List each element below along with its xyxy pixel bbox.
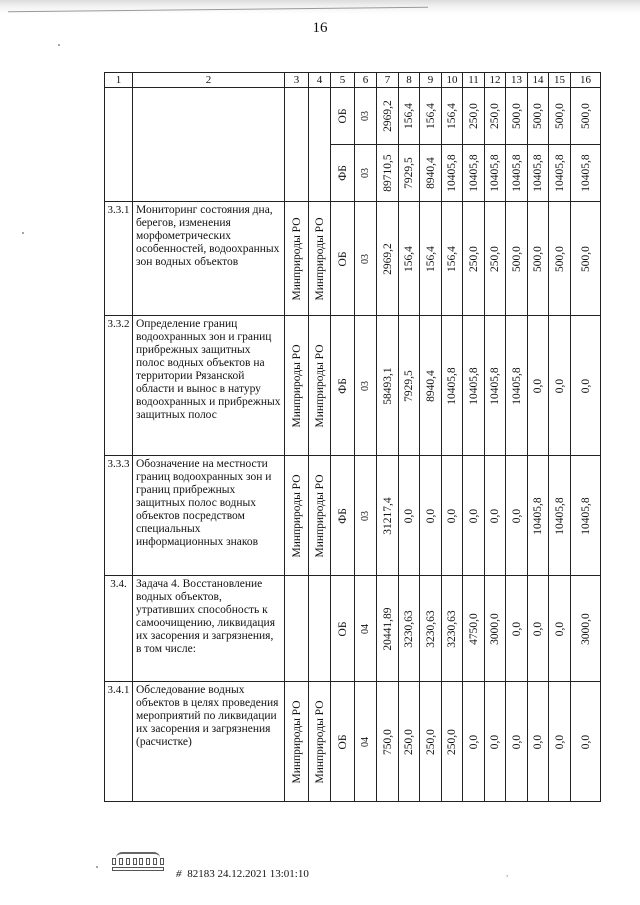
amount-value-cell	[420, 576, 442, 682]
amount-value-cell	[549, 88, 571, 145]
amount-value-cell	[549, 202, 571, 316]
header-row	[105, 73, 601, 88]
amount-value: 10405,8	[489, 366, 501, 405]
amount-value: 10405,8	[510, 154, 523, 192]
amount-value: 250,0	[446, 728, 458, 755]
table-row	[105, 576, 601, 682]
amount-value-cell	[463, 682, 485, 802]
amount-value: 10405,8	[579, 154, 592, 192]
amount-value: 10405,8	[532, 496, 544, 535]
amount-value-cell	[528, 576, 549, 682]
amount-value-cell	[528, 456, 549, 576]
organization-executor-cell	[285, 456, 309, 576]
funding-source: ФБ	[336, 377, 349, 394]
amount-value: 0,0	[510, 734, 523, 749]
scan-speck	[96, 866, 98, 868]
amount-value: 0,0	[489, 734, 501, 749]
footer-registration	[176, 868, 309, 880]
amount-value-cell	[528, 202, 549, 316]
amount-value-cell	[377, 202, 399, 316]
column-number: 1	[105, 73, 133, 88]
amount-value: 10405,8	[446, 154, 458, 192]
amount-value-cell	[549, 576, 571, 682]
table-row	[105, 88, 601, 145]
amount-value-cell	[463, 145, 485, 202]
budget-code: 03	[359, 111, 371, 121]
amount-value-cell	[399, 88, 420, 145]
amount-value: 500,0	[553, 103, 566, 129]
amount-value-cell	[399, 202, 420, 316]
amount-value: 7929,5	[403, 157, 415, 189]
footer-timestamp: 24.12.2021 13:01:10	[217, 868, 309, 880]
registry-stamp-logo	[112, 852, 164, 872]
scan-speck	[22, 232, 24, 234]
column-number: 4	[309, 73, 331, 88]
funding-source: ОБ	[336, 621, 349, 636]
amount-value: 58493,1	[381, 366, 394, 405]
amount-value-cell	[549, 682, 571, 802]
amount-value-cell	[442, 88, 463, 145]
table-row	[105, 316, 601, 456]
organization-executor-cell	[285, 576, 309, 682]
column-number: 12	[485, 73, 506, 88]
organization-coexecutor-cell	[309, 88, 331, 202]
budget-code: 04	[359, 736, 371, 747]
amount-value-cell	[571, 576, 601, 682]
funding-source: ОБ	[336, 734, 349, 749]
organization-executor-cell	[285, 88, 309, 202]
funding-source-cell	[331, 456, 355, 576]
organization-coexecutor-cell	[309, 202, 331, 316]
amount-value: 156,4	[403, 245, 415, 272]
column-number: 5	[331, 73, 355, 88]
table-row	[105, 456, 601, 576]
column-number: 10	[442, 73, 463, 88]
amount-value-cell	[442, 576, 463, 682]
funding-source-cell	[331, 145, 355, 202]
amount-value: 250,0	[424, 728, 437, 755]
amount-value-cell	[485, 576, 506, 682]
amount-value: 750,0	[381, 728, 394, 755]
amount-value-cell	[377, 456, 399, 576]
amount-value-cell	[463, 202, 485, 316]
funding-source: ОБ	[336, 251, 349, 266]
amount-value: 0,0	[532, 734, 544, 749]
amount-value: 0,0	[532, 621, 544, 636]
amount-value: 2969,2	[381, 242, 394, 275]
budget-code: 03	[359, 510, 371, 521]
page-number: 16	[312, 20, 328, 36]
column-number: 6	[355, 73, 377, 88]
footer-mark: #	[176, 868, 182, 880]
funding-source-cell	[331, 202, 355, 316]
amount-value: 500,0	[510, 103, 523, 129]
amount-value: 3230,63	[446, 609, 458, 648]
amount-value: 500,0	[532, 103, 544, 129]
amount-value-cell	[377, 316, 399, 456]
amount-value-cell	[442, 145, 463, 202]
budget-code-cell	[355, 316, 377, 456]
amount-value: 0,0	[467, 508, 480, 523]
amount-value: 3000,0	[489, 612, 501, 645]
amount-value: 20441,89	[381, 606, 394, 651]
row-number	[105, 88, 133, 202]
amount-value: 8940,4	[424, 157, 437, 189]
organization-coexecutor-cell	[309, 682, 331, 802]
amount-value: 3000,0	[579, 612, 592, 645]
amount-value-cell	[485, 88, 506, 145]
amount-value-cell	[420, 316, 442, 456]
amount-value: 0,0	[489, 508, 501, 523]
amount-value: 500,0	[579, 245, 592, 272]
amount-value-cell	[377, 88, 399, 145]
amount-value: 0,0	[532, 378, 544, 393]
amount-value-cell	[442, 682, 463, 802]
funding-source-cell	[331, 576, 355, 682]
amount-value-cell	[506, 202, 528, 316]
amount-value: 10405,8	[579, 496, 592, 535]
amount-value-cell	[463, 576, 485, 682]
row-number: 3.3.3	[105, 456, 133, 576]
budget-code: 03	[359, 253, 371, 264]
amount-value-cell	[549, 316, 571, 456]
amount-value: 0,0	[403, 508, 415, 523]
amount-value-cell	[420, 88, 442, 145]
budget-code-cell	[355, 145, 377, 202]
amount-value-cell	[442, 202, 463, 316]
row-description: Обозначение на местности границ водоохранных зон и границ прибрежных защитных полос водных объектов посредством специальных информационных знаков	[133, 456, 285, 576]
table-body	[105, 73, 601, 802]
amount-value: 250,0	[467, 103, 480, 129]
scan-tick-mark: ,	[506, 868, 509, 878]
amount-value-cell	[571, 202, 601, 316]
amount-value: 0,0	[510, 621, 523, 636]
amount-value: 10405,8	[446, 366, 458, 405]
row-number: 3.4.	[105, 576, 133, 682]
row-number: 3.4.1	[105, 682, 133, 802]
amount-value: 250,0	[489, 245, 501, 272]
amount-value: 0,0	[553, 734, 566, 749]
amount-value-cell	[377, 682, 399, 802]
amount-value-cell	[463, 88, 485, 145]
amount-value: 31217,4	[381, 496, 394, 535]
row-number: 3.3.1	[105, 202, 133, 316]
budget-table	[104, 72, 601, 802]
funding-source: ОБ	[336, 108, 349, 124]
organization-coexecutor: Минприроды РО	[313, 473, 326, 558]
amount-value: 156,4	[424, 245, 437, 272]
row-number: 3.3.2	[105, 316, 133, 456]
scan-speck	[58, 44, 60, 46]
amount-value: 10405,8	[467, 366, 480, 405]
organization-executor-cell	[285, 682, 309, 802]
amount-value: 250,0	[403, 728, 415, 755]
amount-value: 10405,8	[510, 366, 523, 405]
amount-value: 10405,8	[553, 154, 566, 192]
amount-value: 10405,8	[553, 496, 566, 535]
column-number: 11	[463, 73, 485, 88]
amount-value-cell	[399, 145, 420, 202]
organization-coexecutor: Минприроды РО	[313, 343, 326, 428]
column-number: 7	[377, 73, 399, 88]
column-number: 15	[549, 73, 571, 88]
amount-value-cell	[528, 316, 549, 456]
organization-coexecutor: Минприроды РО	[313, 216, 326, 301]
amount-value-cell	[485, 682, 506, 802]
amount-value-cell	[420, 202, 442, 316]
funding-source: ФБ	[336, 165, 349, 181]
amount-value: 3230,63	[424, 609, 437, 648]
footer-doc-number: 82183	[187, 868, 215, 880]
amount-value-cell	[399, 456, 420, 576]
column-number: 14	[528, 73, 549, 88]
amount-value: 0,0	[579, 734, 592, 749]
budget-code-cell	[355, 682, 377, 802]
amount-value: 10405,8	[532, 154, 544, 192]
row-description: Определение границ водоохранных зон и границ прибрежных защитных полос водных объектов на территории Рязанской области и вынос в натуру водоохранных и прибрежных защитных полос	[133, 316, 285, 456]
budget-code: 03	[359, 168, 371, 178]
amount-value-cell	[528, 145, 549, 202]
amount-value-cell	[571, 316, 601, 456]
amount-value-cell	[377, 576, 399, 682]
amount-value-cell	[549, 456, 571, 576]
amount-value-cell	[442, 456, 463, 576]
table-row	[105, 682, 601, 802]
organization-executor: Минприроды РО	[290, 699, 303, 784]
amount-value-cell	[463, 316, 485, 456]
amount-value-cell	[463, 456, 485, 576]
amount-value: 0,0	[424, 508, 437, 523]
amount-value: 250,0	[489, 103, 501, 129]
amount-value-cell	[506, 456, 528, 576]
column-number: 3	[285, 73, 309, 88]
amount-value-cell	[485, 202, 506, 316]
budget-code: 03	[359, 380, 371, 391]
column-number: 2	[133, 73, 285, 88]
amount-value: 10405,8	[489, 154, 501, 192]
amount-value-cell	[377, 145, 399, 202]
amount-value: 7929,5	[403, 369, 415, 402]
funding-source: ФБ	[336, 507, 349, 524]
amount-value: 156,4	[403, 103, 415, 129]
amount-value-cell	[506, 682, 528, 802]
organization-coexecutor-cell	[309, 316, 331, 456]
funding-source-cell	[331, 682, 355, 802]
amount-value: 10405,8	[467, 154, 480, 192]
amount-value: 0,0	[553, 621, 566, 636]
amount-value: 0,0	[510, 508, 523, 523]
amount-value: 500,0	[553, 245, 566, 272]
amount-value-cell	[571, 88, 601, 145]
budget-code: 04	[359, 623, 371, 634]
row-description: Задача 4. Восстановление водных объектов, утративших способность к самоочищению, ликвидация их засорения и загрязнения, в том числе:	[133, 576, 285, 682]
amount-value-cell	[571, 145, 601, 202]
amount-value-cell	[506, 145, 528, 202]
amount-value: 3230,63	[403, 609, 415, 648]
amount-value-cell	[485, 145, 506, 202]
amount-value-cell	[399, 682, 420, 802]
amount-value-cell	[528, 682, 549, 802]
organization-executor: Минприроды РО	[290, 343, 303, 428]
amount-value: 4750,0	[467, 612, 480, 645]
amount-value-cell	[399, 316, 420, 456]
row-description: Обследование водных объектов в целях проведения мероприятий по ликвидации их засорения и загрязнения (расчистке)	[133, 682, 285, 802]
organization-executor: Минприроды РО	[290, 216, 303, 301]
amount-value-cell	[420, 456, 442, 576]
organization-coexecutor: Минприроды РО	[313, 699, 326, 784]
row-description	[133, 88, 285, 202]
organization-executor-cell	[285, 316, 309, 456]
row-description: Мониторинг состояния дна, берегов, изменения морфометрических особенностей, водоохранных зон водных объектов	[133, 202, 285, 316]
budget-code-cell	[355, 576, 377, 682]
amount-value: 0,0	[579, 378, 592, 393]
column-number: 9	[420, 73, 442, 88]
amount-value-cell	[442, 316, 463, 456]
amount-value: 89710,5	[381, 154, 394, 192]
column-number: 8	[399, 73, 420, 88]
amount-value: 156,4	[446, 103, 458, 129]
amount-value-cell	[571, 682, 601, 802]
column-number: 16	[571, 73, 601, 88]
amount-value: 250,0	[467, 245, 480, 272]
amount-value: 156,4	[446, 245, 458, 272]
table-row	[105, 202, 601, 316]
amount-value-cell	[420, 145, 442, 202]
amount-value: 500,0	[579, 103, 592, 129]
amount-value-cell	[549, 145, 571, 202]
organization-executor: Минприроды РО	[290, 473, 303, 558]
amount-value-cell	[485, 316, 506, 456]
amount-value-cell	[528, 88, 549, 145]
amount-value-cell	[485, 456, 506, 576]
organization-executor-cell	[285, 202, 309, 316]
budget-code-cell	[355, 202, 377, 316]
organization-coexecutor-cell	[309, 456, 331, 576]
amount-value-cell	[506, 316, 528, 456]
budget-code-cell	[355, 456, 377, 576]
amount-value: 500,0	[510, 245, 523, 272]
amount-value: 8940,4	[424, 369, 437, 402]
budget-code-cell	[355, 88, 377, 145]
amount-value-cell	[399, 576, 420, 682]
amount-value-cell	[506, 88, 528, 145]
funding-source-cell	[331, 88, 355, 145]
column-number: 13	[506, 73, 528, 88]
amount-value-cell	[506, 576, 528, 682]
amount-value-cell	[571, 456, 601, 576]
amount-value: 156,4	[424, 103, 437, 129]
amount-value: 0,0	[553, 378, 566, 393]
amount-value: 0,0	[467, 734, 480, 749]
funding-source-cell	[331, 316, 355, 456]
organization-coexecutor-cell	[309, 576, 331, 682]
amount-value: 0,0	[446, 508, 458, 523]
amount-value: 2969,2	[381, 100, 394, 132]
amount-value-cell	[420, 682, 442, 802]
amount-value: 500,0	[532, 245, 544, 272]
